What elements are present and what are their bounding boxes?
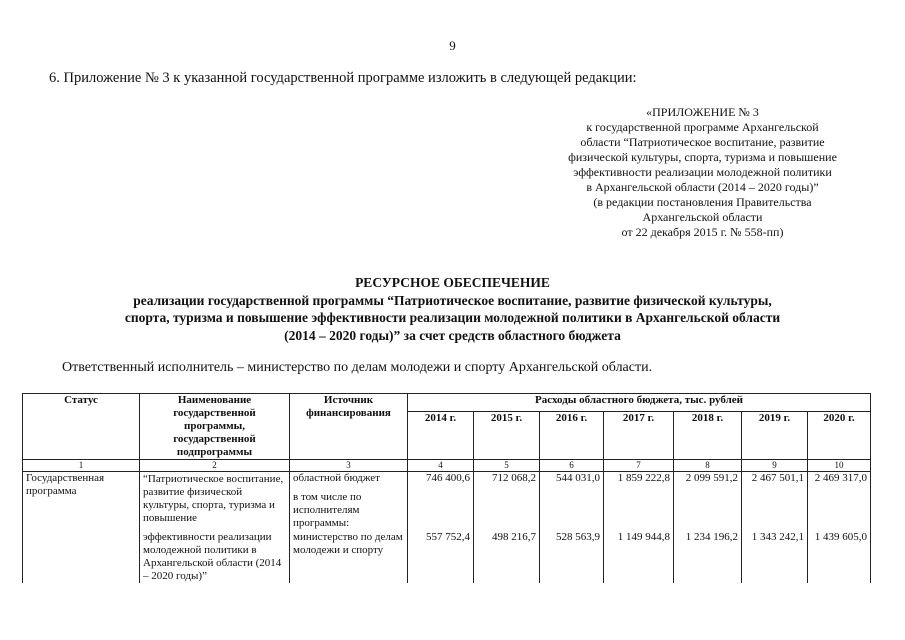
appendix-line: в Архангельской области (2014 – 2020 годы)” — [586, 180, 819, 194]
row-status: Государственная программа — [23, 472, 140, 584]
row-source: в том числе по исполнителям программы: — [290, 485, 408, 531]
table-row — [23, 531, 871, 583]
header-year: 2019 г. — [742, 412, 808, 460]
header-year: 2015 г. — [474, 412, 540, 460]
row-value: 2 469 317,0 — [808, 472, 871, 486]
column-number: 6 — [540, 460, 604, 472]
header-year: 2014 г. — [408, 412, 474, 460]
row-value — [604, 485, 674, 531]
column-number: 7 — [604, 460, 674, 472]
row-value — [540, 485, 604, 531]
column-number: 1 — [23, 460, 140, 472]
column-number: 2 — [140, 460, 290, 472]
column-number: 5 — [474, 460, 540, 472]
row-value — [474, 485, 540, 531]
header-expenses: Расходы областного бюджета, тыс. рублей — [408, 394, 871, 412]
document-heading — [60, 274, 845, 344]
header-year: 2017 г. — [604, 412, 674, 460]
row-value: 746 400,6 — [408, 472, 474, 486]
responsible-executor: Ответственный исполнитель – министерство по делам молодежи и спорту Архангельской области. — [62, 360, 653, 375]
page-number: 9 — [449, 38, 456, 53]
column-number: 4 — [408, 460, 474, 472]
row-value — [408, 485, 474, 531]
heading-title: РЕСУРСНОЕ ОБЕСПЕЧЕНИЕ — [355, 275, 550, 290]
intro-text: 6. Приложение № 3 к указанной государственной программе изложить в следующей редакции: — [49, 70, 637, 86]
appendix-line: Архангельской области — [642, 210, 763, 224]
row-value — [674, 485, 742, 531]
appendix-line: области “Патриотическое воспитание, развитие — [580, 135, 825, 149]
column-number: 8 — [674, 460, 742, 472]
appendix-line: эффективности реализации молодежной политики — [573, 165, 832, 179]
header-year: 2016 г. — [540, 412, 604, 460]
header-row — [23, 394, 871, 412]
row-value — [742, 485, 808, 531]
heading-line: спорта, туризма и повышение эффективности реализации молодежной политики в Архангельской области — [124, 310, 781, 325]
header-year: 2018 г. — [674, 412, 742, 460]
appendix-line: от 22 декабря 2015 г. № 558-пп) — [621, 225, 784, 239]
resource-table — [22, 393, 871, 583]
column-number-row — [23, 460, 871, 472]
row-value: 1 149 944,8 — [604, 531, 674, 583]
table-row — [23, 472, 871, 486]
row-value: 1 859 222,8 — [604, 472, 674, 486]
header-source: Источник финансирования — [290, 394, 408, 460]
row-value: 1 234 196,2 — [674, 531, 742, 583]
row-program-name: “Патриотическое воспитание, развитие физической культуры, спорта, туризма и повышение — [140, 472, 290, 532]
row-program-name-cont: эффективности реализации молодежной политики в Архангельской области (2014 – 2020 годы)” — [140, 531, 290, 583]
column-number: 10 — [808, 460, 871, 472]
appendix-line: к государственной программе Архангельской — [586, 120, 819, 134]
column-number: 9 — [742, 460, 808, 472]
row-value: 2 099 591,2 — [674, 472, 742, 486]
row-value — [808, 485, 871, 531]
row-value: 1 439 605,0 — [808, 531, 871, 583]
heading-line: (2014 – 2020 годы)” за счет средств областного бюджета — [284, 327, 621, 343]
row-value: 498 216,7 — [474, 531, 540, 583]
row-value: 528 563,9 — [540, 531, 604, 583]
column-number: 3 — [290, 460, 408, 472]
appendix-line: «ПРИЛОЖЕНИЕ № 3 — [646, 105, 759, 119]
row-source: министерство по делам молодежи и спорту — [290, 531, 408, 583]
header-year: 2020 г. — [808, 412, 871, 460]
appendix-line: (в редакции постановления Правительства — [593, 195, 812, 209]
row-value: 2 467 501,1 — [742, 472, 808, 486]
header-name: Наименование государственной программы, государственной подпрограммы — [140, 394, 290, 460]
heading-line: реализации государственной программы “Патриотическое воспитание, развитие физической культуры, — [133, 292, 772, 308]
row-source: областной бюджет — [290, 472, 408, 486]
row-value: 544 031,0 — [540, 472, 604, 486]
row-value: 712 068,2 — [474, 472, 540, 486]
appendix-line: физической культуры, спорта, туризма и повышение — [568, 150, 837, 164]
header-status: Статус — [23, 394, 140, 460]
appendix-block — [520, 105, 885, 240]
row-value: 1 343 242,1 — [742, 531, 808, 583]
row-value: 557 752,4 — [408, 531, 474, 583]
